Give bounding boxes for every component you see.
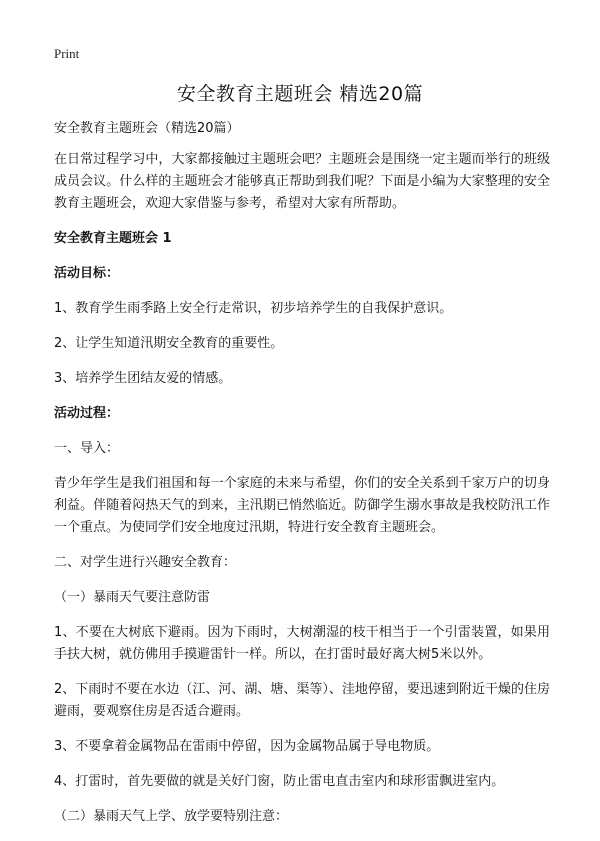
step-label: 二、对学生进行兴趣安全教育：: [54, 555, 237, 570]
list-item: 4、打雷时，首先要做的就是关好门窗，防止雷电直击室内和球形雷飘进室内。: [54, 774, 505, 789]
document-body: [54, 118, 550, 841]
subsection-label: （二）暴雨天气上学、放学要特别注意：: [54, 809, 289, 824]
goal-item: 1、教育学生雨季路上安全行走常识，初步培养学生的自我保护意识。: [54, 301, 453, 316]
page-title: 安全教育主题班会 精选20篇: [176, 83, 424, 105]
list-item: 2、下雨时不要在水边（江、河、湖、塘、渠等）、洼地停留，要迅速到附近干燥的住房避雨，要观察住房是否适合避雨。: [54, 682, 550, 719]
subsection-label: （一）暴雨天气要注意防雷: [54, 590, 211, 605]
print-link[interactable]: Print: [54, 46, 80, 61]
section-heading: 安全教育主题班会 1: [54, 231, 172, 246]
intro-paragraph: 在日常过程学习中，大家都接触过主题班会吧？主题班会是围绕一定主题而举行的班级成员会议。什么样的主题班会才能够真正帮助到我们呢？下面是小编为大家整理的安全教育主题班会，欢迎大家借鉴与参考，希望对大家有所帮助。: [54, 152, 550, 211]
list-item: 3、不要拿着金属物品在雷雨中停留，因为金属物品属于导电物质。: [54, 739, 440, 754]
process-heading: 活动过程：: [54, 406, 120, 421]
goal-item: 2、让学生知道汛期安全教育的重要性。: [54, 336, 284, 351]
step-label: 一、导入：: [54, 441, 120, 456]
goals-heading: 活动目标：: [54, 266, 120, 281]
document-subtitle: 安全教育主题班会（精选20篇）: [54, 121, 240, 136]
goal-item: 3、培养学生团结友爱的情感。: [54, 371, 232, 386]
step-paragraph: 青少年学生是我们祖国和每一个家庭的未来与希望，你们的安全关系到千家万户的切身利益。伴随着闷热天气的到来，主汛期已悄然临近。防御学生溺水事故是我校防汛工作一个重点。为使同学们安全地度过汛期，特进行安全教育主题班会。: [54, 476, 550, 535]
list-item: 1、不要在大树底下避雨。因为下雨时，大树潮湿的枝干相当于一个引雷装置，如果用手扶大树，就仿佛用手摸避雷针一样。所以，在打雷时最好离大树5米以外。: [54, 625, 550, 662]
